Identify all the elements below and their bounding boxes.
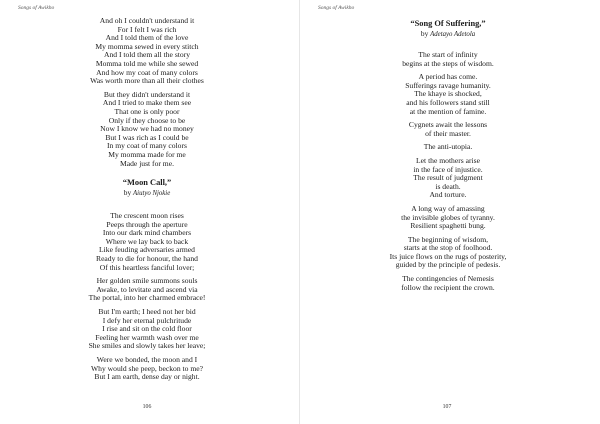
running-head: Songs of Awikho <box>18 5 55 11</box>
poem-line: Feeling her warmth wash over me <box>95 332 199 342</box>
left-page-content <box>70 17 224 387</box>
stanza <box>371 143 525 152</box>
poem-line: The beginning of wisdom, <box>407 234 489 244</box>
stanza <box>371 73 525 116</box>
stanza <box>371 121 525 138</box>
stanza <box>371 236 525 270</box>
poem-line: Resilient spaghetti bung. <box>410 221 486 231</box>
poem-line: My momma sewed in every stitch <box>95 41 199 51</box>
poem-line: Made just for me. <box>120 158 174 168</box>
poem-author <box>371 29 525 39</box>
poem-line: I rise and sit on the cold floor <box>102 324 192 334</box>
running-head: Songs of Awikho <box>318 5 355 11</box>
poem-line: But I am earth, dense day or night. <box>94 372 200 382</box>
poem-line: Ready to die for honour, the hand <box>96 254 198 264</box>
stanza <box>70 91 224 168</box>
poem-line: guided by the principle of pedesis. <box>395 260 501 270</box>
stanza <box>70 17 224 86</box>
poem-line: And I told them of the love <box>105 33 189 43</box>
poem-line: of their master. <box>425 128 471 138</box>
poem-line: Was worth more than all their clothes <box>90 76 204 86</box>
poem-body <box>371 51 525 292</box>
author-prefix: by <box>123 188 132 198</box>
stanza <box>371 157 525 200</box>
poem-line: Now I know we had no money <box>100 124 194 134</box>
poem-line: Awake, to levitate and ascend via <box>96 284 198 294</box>
page-number: 107 <box>442 404 452 410</box>
poem-line: Only if they choose to be <box>108 115 186 125</box>
poem-line: But I was rich as I could be <box>105 132 189 142</box>
poem-line: And oh I couldn't understand it <box>99 16 195 25</box>
stanza <box>70 277 224 303</box>
author-name: Aiutyo Njokie <box>133 190 171 198</box>
poem-line: The portal, into her charmed embrace! <box>88 293 206 303</box>
poem-heading <box>371 19 525 39</box>
page-number: 106 <box>142 404 152 410</box>
poem-line: A long way of amassing <box>411 203 485 213</box>
poem-line: For I felt I was rich <box>117 24 177 34</box>
poem-line: Peeps through the aperture <box>106 219 188 229</box>
poem-line: The anti-utopia. <box>423 142 473 152</box>
poem-line: And I tried to make them see <box>102 98 192 108</box>
poem-line: Like feuding adversaries armed <box>99 245 195 255</box>
poem-line: starts at the stop of foolhood. <box>403 243 493 253</box>
poem-line: and his followers stand still <box>406 97 490 107</box>
poem-heading <box>70 178 224 198</box>
poem-line: Momma told me while she sewed <box>95 58 199 68</box>
poem-line: begins at the steps of wisdom. <box>402 58 494 68</box>
author-name: Adetayo Adetola <box>430 31 476 38</box>
poem-line: The start of infinity <box>418 50 478 59</box>
poem-line: Her golden smile summons souls <box>96 276 198 286</box>
poem-line: She smiles and slowly takes her leave; <box>88 341 206 351</box>
stanza <box>371 205 525 231</box>
poem-line: I defy her eternal pulchritude <box>102 315 192 325</box>
poem-continuation <box>70 17 224 168</box>
poem-line: Into our dark mind chambers <box>102 228 192 238</box>
poem-line: But they didn't understand it <box>103 89 191 99</box>
poem-line: The result of judgment <box>413 173 483 183</box>
poem-line: The crescent moon rises <box>110 211 184 221</box>
poem-line: My momma made for me <box>108 149 186 159</box>
stanza <box>70 212 224 272</box>
poem-line: the invisible globes of tyranny. <box>401 212 495 222</box>
poem-line: And I told them all the story <box>103 50 191 60</box>
poem-line: And torture. <box>429 190 467 200</box>
poem-author <box>70 188 224 198</box>
stanza <box>70 308 224 351</box>
right-page-content <box>371 17 525 297</box>
poem-line: And how my coat of many colors <box>96 67 198 77</box>
poem-title: “Moon Call,” <box>122 178 172 188</box>
poem-line: at the mention of famine. <box>409 106 487 116</box>
poem-line: in the face of injustice. <box>413 164 483 174</box>
stanza <box>371 275 525 292</box>
poem-title: “Song Of Suffering,” <box>410 19 486 28</box>
poem-line: Let the mothers arise <box>416 155 480 165</box>
poem-line: Why would she peep, beckon to me? <box>91 363 203 373</box>
poem-line: But I'm earth; I heed not her bid <box>98 307 196 317</box>
poem-line: That one is only poor <box>114 106 180 116</box>
poem-line: Were we bonded, the moon and I <box>96 355 198 364</box>
poem-line: follow the recipient the crown. <box>401 282 495 292</box>
poem-line: Sufferings ravage humanity. <box>405 80 491 90</box>
poem-line: Where we lay back to back <box>105 236 189 246</box>
poem-line: The contingencies of Nemesis <box>402 274 494 284</box>
poem-line: The khaye is shocked, <box>414 89 482 99</box>
poem-body <box>70 212 224 382</box>
right-page <box>300 0 600 424</box>
poem-line: In my coat of many colors <box>107 141 187 151</box>
poem-line: A period has come. <box>418 72 478 82</box>
poem-line: Of this heartless fanciful lover; <box>99 262 195 272</box>
poem-line: Its juice flows on the rugs of posterity, <box>389 251 507 261</box>
author-prefix: by <box>420 29 429 38</box>
poem-line: is death. <box>435 181 461 191</box>
stanza <box>70 356 224 382</box>
stanza <box>371 51 525 68</box>
poem-line: Cygnets await the lessons <box>408 120 488 130</box>
